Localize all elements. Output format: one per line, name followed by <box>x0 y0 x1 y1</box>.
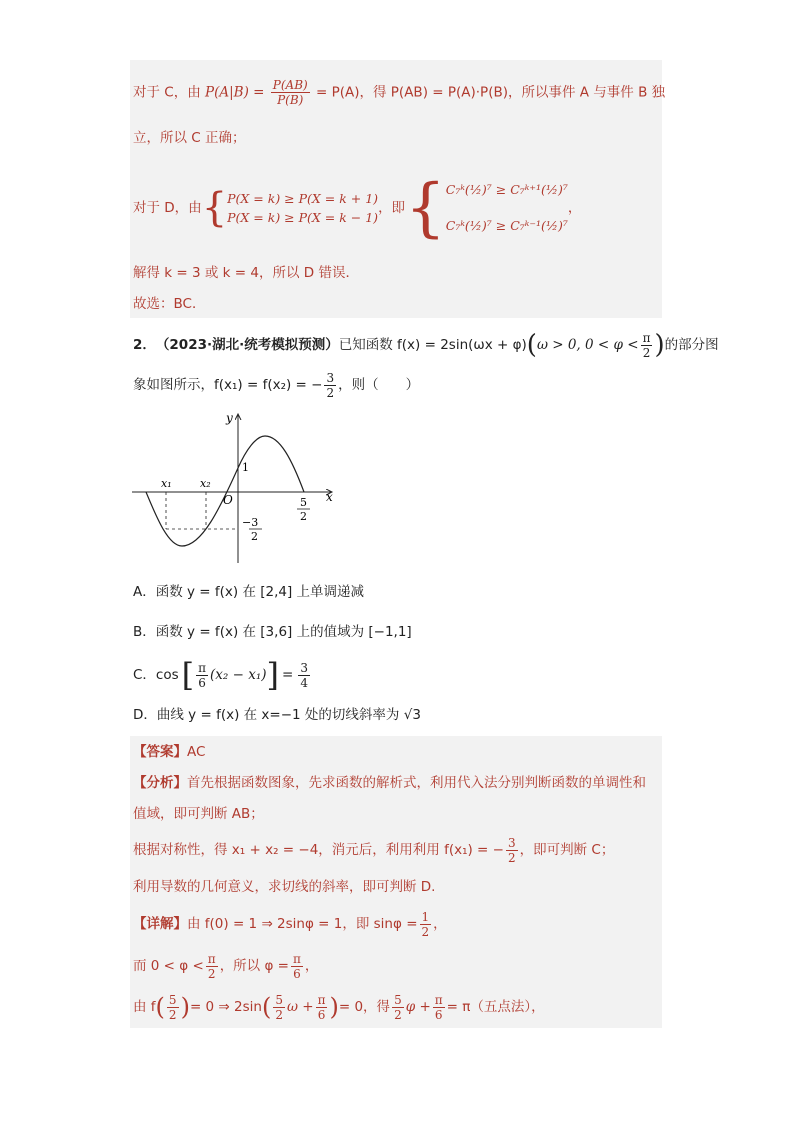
option-c <box>133 654 312 696</box>
sine-curve <box>146 436 304 546</box>
sol-d-line <box>133 163 581 253</box>
detail-text-1: 由 f(0) = 1 ⇒ 2sinφ = 1，即 sinφ = <box>187 916 418 932</box>
neg-three-halves-num: −3 <box>242 516 259 529</box>
frac-den: 2 <box>326 385 335 400</box>
option-a-text: A．函数 y = f(x) 在 [2,4] 上单调递减 <box>133 584 365 600</box>
fraction-pi-2-b <box>206 952 218 981</box>
detail-line-2 <box>133 948 318 984</box>
option-c-diff: (x₂ − x₁) <box>210 667 267 683</box>
analysis-text-3-end: ，即可判断 C； <box>519 842 615 858</box>
frac-num: 5 <box>168 992 177 1007</box>
frac-num: 5 <box>394 992 402 1007</box>
fraction-pi-6-b <box>291 952 303 981</box>
frac-den: 2 <box>394 1007 402 1022</box>
text-d-solve: 解得 k = 3 或 k = 4，所以 D 错误． <box>133 265 359 281</box>
brace-left-1: { <box>201 185 228 231</box>
frac-num: 3 <box>326 370 335 385</box>
fraction-pi-6-c <box>316 993 328 1022</box>
frac-num: π <box>293 951 301 966</box>
ineq-3: C₇ᵏ(½)⁷ ≥ C₇ᵏ⁺¹(½)⁷ <box>445 182 568 197</box>
frac-num: π <box>317 992 326 1007</box>
x2-label: x₂ <box>200 477 211 490</box>
detail-text-2: 而 0 < φ < <box>133 958 204 974</box>
frac-num: 3 <box>507 835 516 850</box>
frac-den: P(B) <box>277 93 304 107</box>
stem-ask: ，则（ ） <box>338 377 420 393</box>
origin-label: O <box>223 493 233 507</box>
fraction-3-2 <box>324 371 336 400</box>
fraction-5-2-a <box>167 993 179 1022</box>
detail-omega: ω + <box>286 999 314 1015</box>
fraction-1-2 <box>420 910 432 939</box>
paren-close-2: ) <box>329 993 339 1021</box>
analysis-line-1 <box>133 773 646 793</box>
y-axis-label: y <box>226 411 233 425</box>
analysis-line-2 <box>133 804 264 824</box>
text-c-intro: 对于 C，由 <box>133 84 201 101</box>
question-stem-line-1 <box>133 328 719 362</box>
text-c-correct: 立，所以 C 正确； <box>133 130 246 146</box>
analysis-label: 【分析】 <box>133 775 187 791</box>
frac-num: π <box>207 951 216 966</box>
sol-choose <box>133 294 205 314</box>
inequality-system-1 <box>227 189 378 227</box>
fraction-3-4 <box>298 661 310 690</box>
analysis-text-2: 值域，即可判断 AB； <box>133 806 264 822</box>
sol-c-line-1 <box>133 78 665 107</box>
option-d-text: D．曲线 y = f(x) 在 x=−1 处的切线斜率为 √3 <box>133 707 421 723</box>
x-axis-label: x <box>326 490 333 504</box>
answer-label: 【答案】 <box>133 744 187 760</box>
answer-line <box>133 742 205 762</box>
detail-text-2-end: ， <box>304 958 319 974</box>
text-choose: 故选：BC． <box>133 296 206 312</box>
option-c-prefix: C．cos <box>133 667 179 683</box>
fraction-3-2-b <box>506 836 518 865</box>
frac-den: 6 <box>293 966 301 981</box>
y-one-label: 1 <box>242 461 249 474</box>
option-d <box>133 705 421 725</box>
paren-open: ( <box>526 330 537 360</box>
paren-close: ) <box>654 330 665 360</box>
analysis-text-1: 首先根据函数图象，先求函数的解析式，利用代入法分别判断函数的单调性和 <box>187 775 646 791</box>
text-d-end: ， <box>567 200 582 216</box>
analysis-line-4 <box>133 877 435 897</box>
frac-num: 1 <box>421 909 430 924</box>
function-graph <box>130 408 340 568</box>
neg-three-halves-den: 2 <box>251 530 258 543</box>
frac-den: 4 <box>300 675 308 690</box>
text-d-mid: ，即 <box>378 200 406 216</box>
frac-den: 2 <box>421 924 430 939</box>
frac-den: 2 <box>642 345 651 360</box>
paren-close: ) <box>180 993 190 1021</box>
frac-den: 2 <box>207 966 216 981</box>
question-number: 2． <box>133 337 156 353</box>
frac-num: 5 <box>275 992 283 1007</box>
sol-c-line-2 <box>133 128 246 148</box>
five-halves-den: 2 <box>300 510 307 523</box>
paren-open: ( <box>155 993 165 1021</box>
frac-den: 6 <box>434 1007 443 1022</box>
option-c-equals: = <box>282 667 294 683</box>
five-halves-num: 5 <box>300 496 307 509</box>
text-c-conclusion: = P(A)，得 P(AB) = P(A)·P(B)，所以事件 A 与事件 B 独 <box>315 84 666 101</box>
frac-den: 2 <box>507 850 516 865</box>
paren-open-2: ( <box>261 993 272 1021</box>
frac-num: P(AB) <box>272 78 308 92</box>
brace-left-2: { <box>405 171 446 245</box>
frac-num: π <box>642 330 651 345</box>
ineq-2: P(X = k) ≥ P(X = k − 1) <box>227 210 379 225</box>
bracket-open: [ <box>181 656 195 694</box>
detail-text-3-mid2: = 0，得 <box>338 999 391 1015</box>
fraction-pi-6-d <box>433 993 445 1022</box>
ineq-4: C₇ᵏ(½)⁷ ≥ C₇ᵏ⁻¹(½)⁷ <box>445 218 568 233</box>
detail-label: 【详解】 <box>133 916 187 932</box>
detail-phi: φ + <box>405 999 431 1015</box>
analysis-text-4: 利用导数的几何意义，求切线的斜率，即可判断 D. <box>133 879 436 895</box>
detail-text-3-mid1: = 0 ⇒ 2sin <box>189 999 262 1015</box>
analysis-line-3 <box>133 832 614 868</box>
answer-value: AC <box>187 744 206 760</box>
bracket-close: ] <box>266 656 279 694</box>
frac-den: 6 <box>198 675 206 690</box>
sol-d-solve <box>133 263 359 283</box>
stem-condition: ω > 0, 0 < φ < <box>536 337 639 353</box>
formula-conditional: P(A|B) = <box>205 84 265 101</box>
detail-text-2-mid: ，所以 φ = <box>219 958 289 974</box>
option-b-text: B．函数 y = f(x) 在 [3,6] 上的值域为 [−1,1] <box>133 624 412 640</box>
frac-den: 2 <box>168 1007 177 1022</box>
detail-text-1-end: ， <box>433 916 447 932</box>
fraction-pab-pb <box>271 78 310 107</box>
fraction-5-2-c <box>392 993 404 1022</box>
detail-text-3-end: = π（五点法）， <box>446 999 545 1015</box>
frac-den: 6 <box>317 1007 326 1022</box>
fraction-pi-6 <box>196 661 208 690</box>
frac-den: 2 <box>275 1007 283 1022</box>
frac-num: π <box>434 992 443 1007</box>
option-b <box>133 622 412 642</box>
fraction-5-2-b <box>273 993 285 1022</box>
detail-text-3: 由 f <box>133 999 156 1015</box>
stem-end: 的部分图 <box>664 337 719 353</box>
inequality-system-2 <box>446 172 568 244</box>
question-stem-line-2 <box>133 368 419 402</box>
x1-label: x₁ <box>161 477 172 490</box>
ineq-1: P(X = k) ≥ P(X = k + 1) <box>227 191 379 206</box>
stem-values: 象如图所示，f(x₁) = f(x₂) = − <box>133 377 323 393</box>
analysis-text-3: 根据对称性，得 x₁ + x₂ = −4，消元后，利用利用 f(x₁) = − <box>133 842 504 858</box>
option-a <box>133 582 364 602</box>
text-d-intro: 对于 D，由 <box>133 200 202 216</box>
detail-line-1 <box>133 906 447 942</box>
fraction-pi-2 <box>641 331 653 360</box>
stem-function: 已知函数 f(x) = 2sin(ωx + φ) <box>338 337 527 353</box>
frac-num: π <box>198 660 207 675</box>
question-source: （2023·湖北·统考模拟预测） <box>155 337 339 353</box>
frac-num: 3 <box>300 660 308 675</box>
detail-line-3 <box>133 988 545 1026</box>
